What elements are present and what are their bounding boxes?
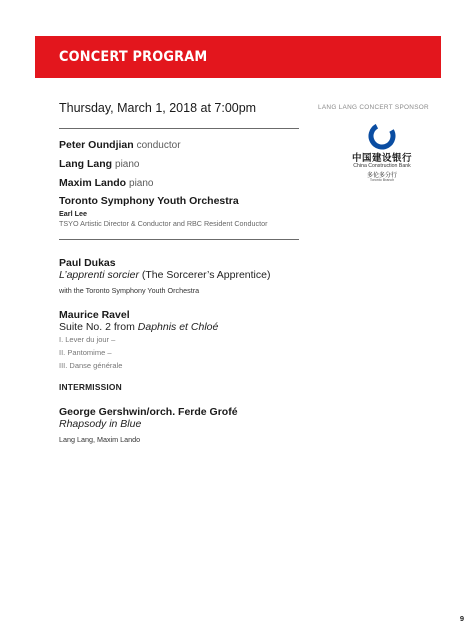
performer-line <box>59 139 181 151</box>
intermission-label: INTERMISSION <box>59 382 122 392</box>
orchestra-name: Toronto Symphony Youth Orchestra <box>59 195 239 207</box>
movement: II. Pantomime – <box>59 348 112 357</box>
orchestra-director-title: TSYO Artistic Director & Conductor and RBC Resident Conductor <box>59 219 268 228</box>
logo-chinese-name: 中国建设银行 <box>351 153 412 164</box>
performer-name: Maxim Lando <box>59 177 127 189</box>
work-title: L’apprenti sorcier (The Sorcerer’s Apprentice) <box>59 269 271 281</box>
work-title: Suite No. 2 from Daphnis et Chloé <box>59 321 219 333</box>
performer-name: Lang Lang <box>59 158 113 170</box>
divider <box>59 239 299 240</box>
sponsor-label: LANG LANG CONCERT SPONSOR <box>318 104 429 111</box>
divider <box>59 128 299 129</box>
banner-title: CONCERT PROGRAM <box>59 49 208 65</box>
concert-date: Thursday, March 1, 2018 at 7:00pm <box>59 101 257 115</box>
logo-branch-chinese: 多伦多分行 <box>366 173 397 179</box>
sponsor-logo <box>347 123 417 183</box>
performer-role: conductor <box>136 140 181 151</box>
movement: III. Danse générale <box>59 361 123 370</box>
movement: I. Lever du jour – <box>59 335 116 344</box>
work-note: Lang Lang, Maxim Lando <box>59 435 141 444</box>
orchestra-director: Earl Lee <box>59 209 87 218</box>
page-number: 9 <box>459 614 464 623</box>
logo-branch-english: Toronto Branch <box>369 178 395 182</box>
composer-name: Maurice Ravel <box>59 309 130 321</box>
header-banner <box>35 36 441 78</box>
work-title: Rhapsody in Blue <box>59 418 142 430</box>
performer-line <box>59 177 153 189</box>
composer-name: George Gershwin/orch. Ferde Grofé <box>59 406 238 418</box>
bank-logo-icon <box>347 123 417 151</box>
performer-line <box>59 158 139 170</box>
work-note: with the Toronto Symphony Youth Orchestra <box>59 286 200 295</box>
performer-role: piano <box>129 178 154 189</box>
logo-english-name: China Construction Bank <box>353 163 411 169</box>
composer-name: Paul Dukas <box>59 257 116 269</box>
performer-role: piano <box>115 159 140 170</box>
performer-name: Peter Oundjian <box>59 139 134 151</box>
